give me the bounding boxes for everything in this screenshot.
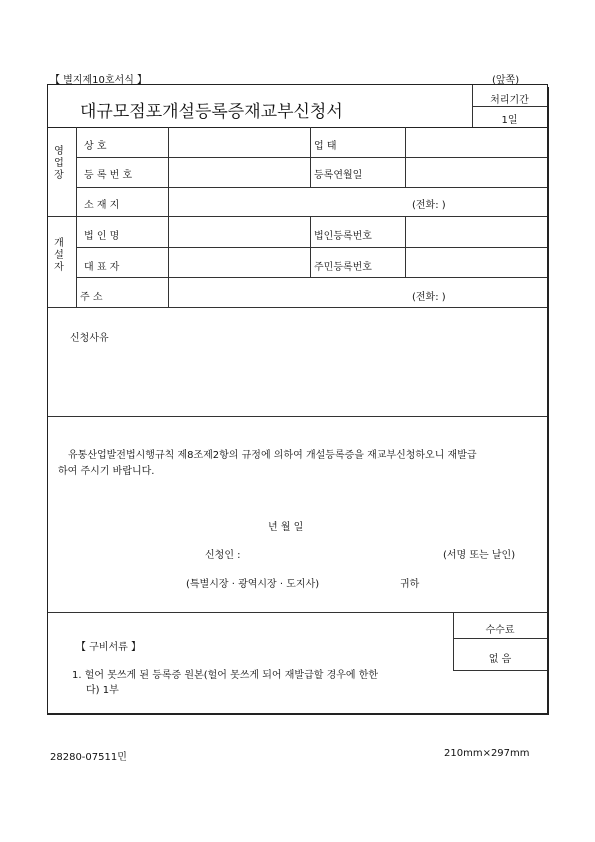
fee-label: 수수료 xyxy=(485,625,515,636)
statement-line-1: 유통산업발전법시행규칙 제8조제2항의 규정에 의하여 개설등록증을 재교부신청하오니 재발급 xyxy=(68,450,477,461)
required-document-item-1-cont: 다) 1부 xyxy=(86,685,119,696)
recipient-authority: (특별시장 · 광역시장 · 도지사) xyxy=(186,579,320,590)
store-group-label: 영 업 장 xyxy=(54,146,64,181)
registration-date-label: 등록연월일 xyxy=(314,170,363,181)
reason-label: 신청사유 xyxy=(70,333,109,344)
paper-size: 210mm×297mm xyxy=(444,748,530,759)
date-line: 년 월 일 xyxy=(268,522,304,533)
reason-field[interactable] xyxy=(50,345,544,413)
frame-shadow-bottom xyxy=(47,713,549,715)
representative-field[interactable] xyxy=(170,249,308,275)
required-documents-title: 【 구비서류 】 xyxy=(76,642,141,653)
statement-line-2: 하여 주시기 바랍니다. xyxy=(58,466,155,477)
required-document-item-1: 1. 헐어 못쓰게 된 등록증 원본(헐어 못쓰게 되어 재발급할 경우에 한한 xyxy=(72,670,379,681)
opener-group-label: 개 설 자 xyxy=(54,238,64,273)
processing-period-label: 처리기간 xyxy=(490,95,529,106)
processing-period-value: 1일 xyxy=(501,115,518,126)
applicant-label: 신청인 : xyxy=(205,550,241,561)
page-side-label: (앞쪽) xyxy=(492,75,520,86)
opener-address-field[interactable] xyxy=(170,279,408,305)
applicant-field[interactable] xyxy=(255,540,435,558)
frame-shadow-right xyxy=(547,87,549,715)
fee-value: 없 음 xyxy=(488,654,512,665)
form-number: 【 별지제10호서식 】 xyxy=(50,75,148,86)
registration-number-label: 등 록 번 호 xyxy=(84,170,133,181)
store-phone-label: (전화: ) xyxy=(412,200,446,211)
store-address-field[interactable] xyxy=(170,189,408,214)
resident-number-field[interactable] xyxy=(407,249,545,275)
opener-phone-label: (전화: ) xyxy=(412,292,446,303)
form-code: 28280-07511민 xyxy=(50,752,127,763)
store-address-label: 소 재 지 xyxy=(84,200,120,211)
store-name-field[interactable] xyxy=(170,129,308,155)
corporation-regno-field[interactable] xyxy=(407,218,545,245)
registration-number-field[interactable] xyxy=(170,159,308,185)
recipient-honorific: 귀하 xyxy=(400,579,420,590)
corporation-name-field[interactable] xyxy=(170,218,308,245)
representative-label: 대 표 자 xyxy=(84,262,120,273)
opener-address-label: 주 소 xyxy=(80,292,103,303)
resident-number-label: 주민등록번호 xyxy=(314,262,372,273)
business-type-label: 업 태 xyxy=(314,141,337,152)
registration-date-field[interactable] xyxy=(407,159,545,185)
corporation-regno-label: 법인등록번호 xyxy=(314,231,372,242)
corporation-name-label: 법 인 명 xyxy=(84,231,120,242)
business-type-field[interactable] xyxy=(407,129,545,155)
store-name-label: 상 호 xyxy=(84,141,107,152)
form-title: 대규모점포개설등록증재교부신청서 xyxy=(80,102,343,122)
signature-note: (서명 또는 날인) xyxy=(443,550,516,561)
